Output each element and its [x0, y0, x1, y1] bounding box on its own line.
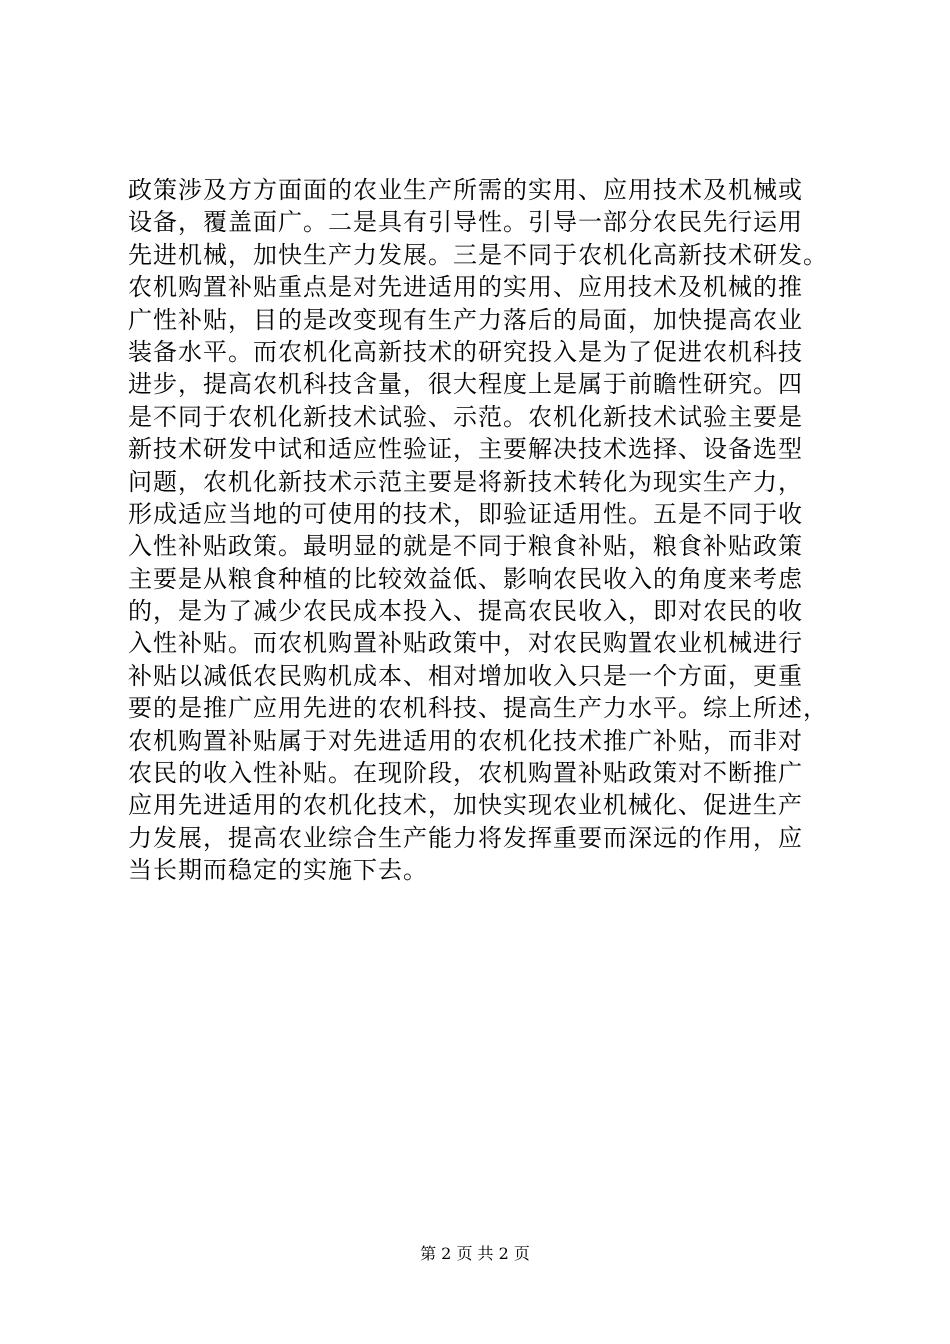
text-line: 主要是从粮食种植的比较效益低、影响农民收入的角度来考虑: [128, 564, 803, 593]
text-line: 农机购置补贴重点是对先进适用的实用、应用技术及机械的推: [128, 273, 803, 302]
page-number-footer: 第 2 页 共 2 页: [420, 1244, 530, 1263]
text-line: 要的是推广应用先进的农机科技、提高生产力水平。综上所述，: [128, 694, 828, 723]
text-line: 入性补贴政策。最明显的就是不同于粮食补贴，粮食补贴政策: [128, 532, 803, 561]
text-line: 新技术研发中试和适应性验证，主要解决技术选择、设备选型: [128, 435, 803, 464]
text-line: 当长期而稳定的实施下去。: [128, 856, 428, 885]
text-line: 的，是为了减少农民成本投入、提高农民收入，即对农民的收: [128, 597, 803, 626]
text-line: 农民的收入性补贴。在现阶段，农机购置补贴政策对不断推广: [128, 759, 803, 788]
text-line: 先进机械，加快生产力发展。三是不同于农机化高新技术研发。: [128, 240, 828, 269]
text-line: 形成适应当地的可使用的技术，即验证适用性。五是不同于收: [128, 499, 803, 528]
text-line: 进步，提高农机科技含量，很大程度上是属于前瞻性研究。四: [128, 370, 803, 399]
text-line: 农机购置补贴属于对先进适用的农机化技术推广补贴，而非对: [128, 726, 803, 755]
text-line: 力发展，提高农业综合生产能力将发挥重要而深远的作用，应: [128, 823, 803, 852]
text-line: 设备，覆盖面广。二是具有引导性。引导一部分农民先行运用: [128, 208, 803, 237]
text-line: 是不同于农机化新技术试验、示范。农机化新技术试验主要是: [128, 402, 803, 431]
text-line: 补贴以减低农民购机成本、相对增加收入只是一个方面，更重: [128, 661, 803, 690]
body-paragraph: [128, 174, 848, 887]
text-line: 政策涉及方方面面的农业生产所需的实用、应用技术及机械或: [128, 176, 803, 204]
text-line: 广性补贴，目的是改变现有生产力落后的局面，加快提高农业: [128, 305, 803, 334]
text-line: 问题，农机化新技术示范主要是将新技术转化为现实生产力，: [128, 467, 803, 496]
text-line: 装备水平。而农机化高新技术的研究投入是为了促进农机科技: [128, 337, 803, 366]
text-line: 应用先进适用的农机化技术，加快实现农业机械化、促进生产: [128, 791, 803, 820]
text-line: 入性补贴。而农机购置补贴政策中，对农民购置农业机械进行: [128, 629, 803, 658]
